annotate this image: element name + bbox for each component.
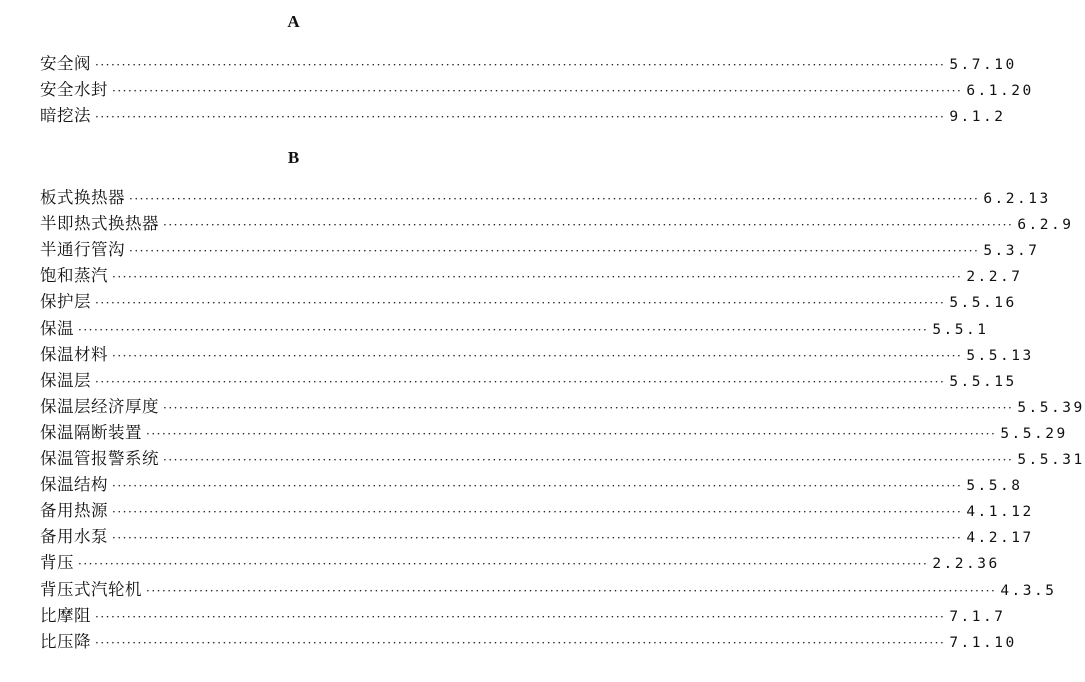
dot-leader: ································································································································································ (95, 58, 946, 72)
dot-leader: ································································································································································ (95, 296, 946, 311)
entry-term: 板式换热器 (40, 188, 125, 207)
entry-clause-number: 4.2.17 (966, 530, 1034, 547)
entry-term: 半即热式换热器 (40, 214, 159, 234)
entry-term: 保温隔断装置 (40, 422, 142, 442)
entry-term: 饱和蒸汽 (40, 266, 108, 286)
dot-leader: ································································································································································ (95, 374, 946, 389)
entry-clause-number: 5.5.31 (1017, 452, 1085, 468)
dot-leader: ································································································································································ (163, 218, 1014, 233)
entry-term: 背压 (40, 553, 74, 573)
entry-clause-number: 6.2.9 (1017, 217, 1074, 234)
index-entry (40, 395, 1085, 419)
entry-term: 半通行管沟 (40, 240, 125, 260)
entry-term: 保温层经济厚度 (40, 396, 159, 416)
dot-leader: ································································································································································ (112, 84, 963, 99)
entry-clause-number: 4.3.5 (1000, 582, 1057, 599)
entry-term: 比摩阻 (40, 605, 91, 625)
dot-leader: ································································································································································ (163, 453, 1014, 467)
dot-leader: ································································································································································ (78, 322, 929, 337)
entry-clause-number: 5.5.39 (1017, 399, 1085, 416)
dot-leader: ································································································································································ (146, 426, 997, 441)
index-entry (40, 604, 1006, 628)
entry-clause-number: 7.1.10 (949, 634, 1017, 651)
entry-clause-number: 5.5.29 (1000, 425, 1068, 442)
dot-leader: ································································································································································ (129, 192, 980, 206)
section-letter-a: A (287, 12, 300, 31)
entry-clause-number: 6.2.13 (983, 191, 1051, 207)
index-entry (40, 447, 1085, 471)
entry-clause-number: 7.1.7 (949, 608, 1006, 625)
index-entry (40, 369, 1017, 393)
index-entry (40, 186, 1051, 210)
entry-term: 保温管报警系统 (40, 449, 159, 468)
index-entry (40, 630, 1017, 654)
entry-clause-number: 5.5.8 (966, 478, 1023, 495)
dot-leader: ································································································································································ (129, 244, 980, 259)
entry-clause-number: 2.2.36 (932, 556, 1000, 573)
dot-leader: ································································································································································ (78, 557, 929, 572)
entry-term: 保温材料 (40, 344, 108, 364)
dot-leader: ································································································································································ (146, 583, 997, 598)
index-entry (40, 499, 1034, 523)
entry-clause-number: 6.1.20 (966, 83, 1034, 100)
index-entry (40, 343, 1034, 367)
entry-clause-number: 4.1.12 (966, 504, 1034, 521)
entry-term: 安全水封 (40, 80, 108, 100)
dot-leader: ································································································································································ (95, 609, 946, 624)
entry-term: 背压式汽轮机 (40, 579, 142, 599)
entry-term: 暗挖法 (40, 106, 91, 126)
entry-clause-number: 5.5.13 (966, 347, 1034, 364)
entry-clause-number: 5.5.15 (949, 373, 1017, 390)
dot-leader: ································································································································································ (95, 635, 946, 650)
entry-term: 安全阀 (40, 54, 91, 73)
index-entry (40, 238, 1040, 262)
dot-leader: ································································································································································ (95, 110, 946, 125)
index-entry (40, 578, 1057, 602)
index-entry (40, 290, 1017, 314)
entry-clause-number: 5.7.10 (949, 57, 1017, 73)
dot-leader: ································································································································································ (112, 505, 963, 520)
entry-term: 保护层 (40, 292, 91, 312)
entry-clause-number: 5.5.16 (949, 295, 1017, 312)
index-entry (40, 317, 989, 341)
entry-term: 保温 (40, 318, 74, 338)
entry-term: 备用水泵 (40, 527, 108, 547)
entry-clause-number: 9.1.2 (949, 109, 1006, 126)
index-entry (40, 52, 1017, 76)
index-entry (40, 264, 1023, 288)
entry-term: 保温结构 (40, 475, 108, 495)
entry-term: 比压降 (40, 631, 91, 651)
index-entry (40, 551, 1000, 575)
section-letter-b: B (287, 148, 300, 167)
index-entry (40, 525, 1034, 549)
dot-leader: ································································································································································ (112, 270, 963, 285)
entry-term: 保温层 (40, 370, 91, 390)
index-entry (40, 212, 1074, 236)
entry-term: 备用热源 (40, 501, 108, 521)
index-entry (40, 104, 1006, 128)
entry-clause-number: 5.5.1 (932, 321, 989, 338)
dot-leader: ································································································································································ (112, 479, 963, 494)
dot-leader: ································································································································································ (163, 400, 1014, 415)
dot-leader: ································································································································································ (112, 348, 963, 363)
index-entry (40, 78, 1034, 102)
index-entry (40, 421, 1068, 445)
entry-clause-number: 5.3.7 (983, 243, 1040, 260)
index-entry (40, 473, 1023, 497)
entry-clause-number: 2.2.7 (966, 269, 1023, 286)
dot-leader: ································································································································································ (112, 531, 963, 546)
